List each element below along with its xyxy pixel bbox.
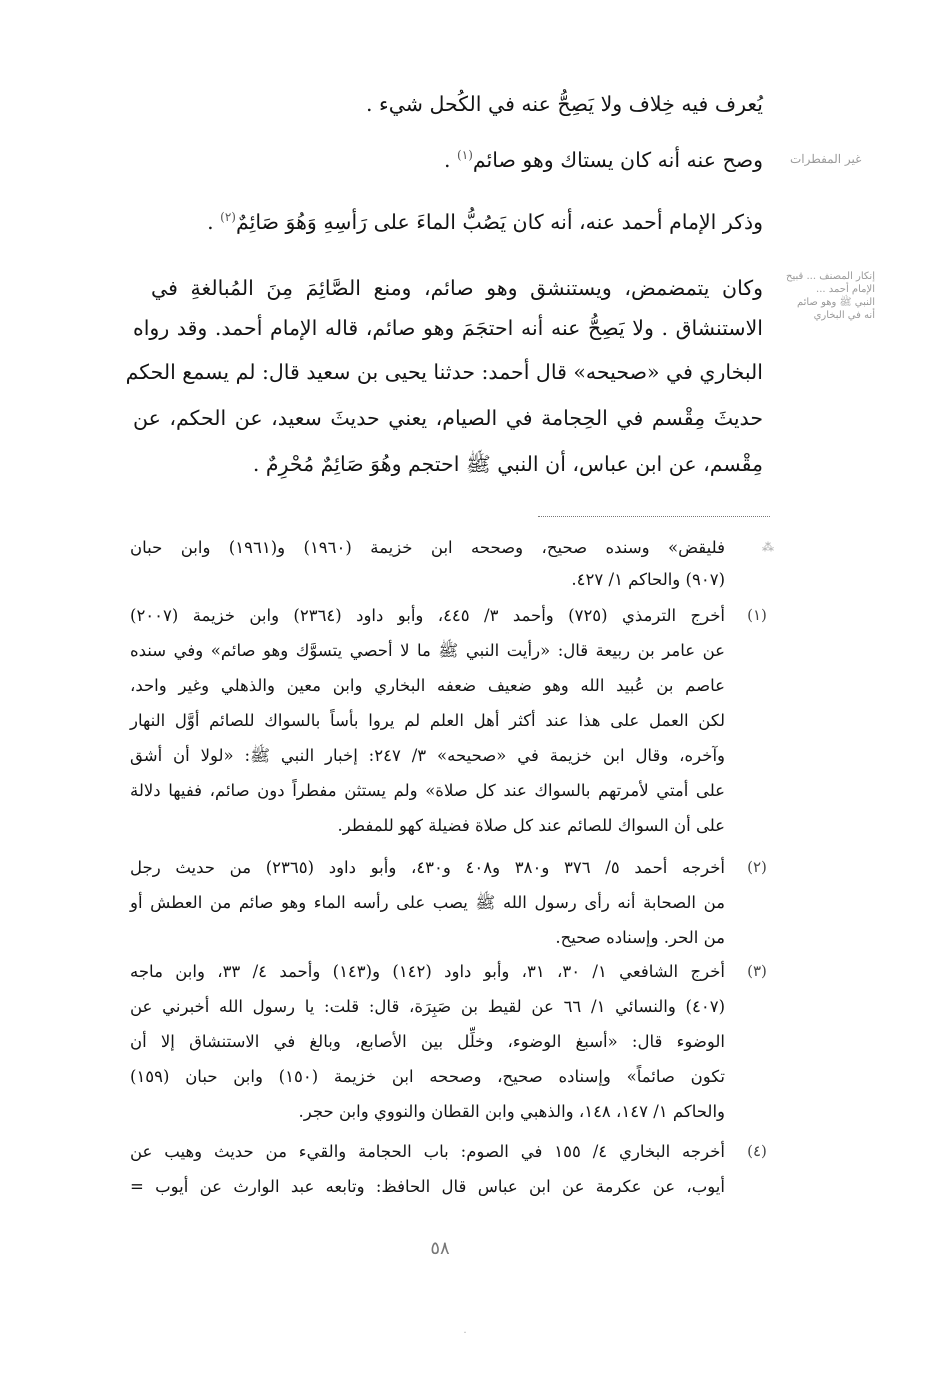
footnote-2-line: من الحر. وإسناده صحيح. bbox=[555, 928, 725, 947]
footnote-2-line: أخرجه أحمد ٥/ ٣٧٦ و٣٨٠ و٤٠٨ و٤٣٠، وأبو داود (٢٣٦٥) من حديث رجل bbox=[130, 858, 725, 877]
main-text-line-2: وصح عنه أنه كان يستاك وهو صائم$^{(١)}$ . bbox=[444, 148, 763, 172]
footnote-continued-line: (٩٠٧) والحاكم ١/ ٤٢٧. bbox=[571, 570, 725, 589]
footnote-4-line: أخرجه البخاري ٤/ ١٥٥ في الصوم: باب الحجامة والقيء من حديث وهيب عن bbox=[130, 1142, 725, 1161]
main-text-line-7: حديثَ مِقْسم في الحِجامة في الصيام، يعني حديثَ سعيد، عن الحكم، عن bbox=[133, 406, 763, 430]
footnote-3-line: الوضوء قال: «أسبغ الوضوء، وخلِّل بين الأصابع، وبالغ في الاستنشاق إلا أن bbox=[130, 1032, 725, 1051]
footnote-continued-line: فليقض» وسنده صحيح، وصححه ابن خزيمة (١٩٦٠) و(١٩٦١) وابن حبان bbox=[130, 538, 725, 557]
main-text-span: وصح عنه أنه كان يستاك وهو صائم bbox=[472, 148, 763, 172]
footnote-number-1: (١) bbox=[747, 606, 767, 624]
margin-note-2-line: إنكار المصنف ... قبيح bbox=[786, 271, 875, 282]
footnote-3-line: والحاكم ١/ ١٤٧، ١٤٨، والذهبي وابن القطان والنووي وابن حجر. bbox=[298, 1102, 725, 1121]
main-text-line-4: وكان يتمضمض، ويستنشق وهو صائم، ومنع الصَّائِمَ مِنَ المُبالغةِ في bbox=[151, 276, 763, 300]
scan-speck: ˙ bbox=[462, 1330, 468, 1344]
margin-note-2 bbox=[780, 270, 875, 322]
footnote-1-line: أخرج الترمذي (٧٢٥) وأحمد ٣/ ٤٤٥، وأبو داود (٢٣٦٤) وابن خزيمة (٢٠٠٧) bbox=[130, 606, 725, 625]
main-text-line-8: مِقْسم، عن ابن عباس، أن النبي ﷺ احتجم وهُوَ صَائِمٌ مُحْرِمٌ . bbox=[252, 452, 763, 476]
footnote-1-line: وآخره، وقال ابن خزيمة في «صحيحه» ٣/ ٢٤٧: إخبار النبي ﷺ: «لولا أن أشق bbox=[130, 746, 725, 765]
main-text-span: وذكر الإمام أحمد عنه، أنه كان يَصُبُّ الماءَ على رَأسِهِ وَهُوَ صَائِمٌ bbox=[235, 210, 763, 234]
page-number: ٥٨ bbox=[430, 1238, 450, 1259]
footnote-2-line: من الصحابة أنه رأى رسول الله ﷺ يصب على رأسه الماء وهو صائم من العطش أو bbox=[130, 893, 725, 912]
footnote-1-line: عن عامر بن ربيعة قال: «رأيت النبي ﷺ ما لا أحصي يتسوَّك وهو صائم» وفي سنده bbox=[130, 641, 725, 660]
footnote-3-line: تكون صائماً» وإسناده صحيح، وصححه ابن خزيمة (١٥٠) وابن حبان (١٥٩) bbox=[130, 1067, 725, 1086]
footnote-number-3: (٣) bbox=[747, 962, 767, 980]
margin-note-2-line: الإمام أحمد ... bbox=[816, 284, 875, 295]
main-text-line-3: وذكر الإمام أحمد عنه، أنه كان يَصُبُّ الماءَ على رَأسِهِ وَهُوَ صَائِمٌ$^{(٢)}$ . bbox=[207, 210, 763, 234]
footnote-4-line: أيوب، عن عكرمة عن ابن عباس قال الحافظ: وتابعه عبد الوارث عن أيوب = bbox=[130, 1177, 725, 1196]
margin-note-2-line: النبي ﷺ وهو صائم bbox=[796, 297, 875, 308]
footnote-3-line: أخرج الشافعي ١/ ٣٠، ٣١، وأبو داود (١٤٢) و(١٤٣) وأحمد ٤/ ٣٣، وابن ماجه bbox=[130, 962, 725, 981]
footnote-ref-2: (٢) bbox=[220, 210, 236, 225]
footnote-ref-1: (١) bbox=[457, 148, 473, 163]
footnote-3-line: (٤٠٧) والنسائي ١/ ٦٦ عن لقيط بن صَبِرَة، قال: قلت: يا رسول الله أخبرني عن bbox=[130, 997, 726, 1016]
main-text-line-1: يُعرف فيه خِلاف ولا يَصِحُّ عنه في الكُحل شيء . bbox=[366, 92, 763, 116]
main-text-line-5: الاستنشاق . ولا يَصِحُّ عنه أنه احتجَمَ وهو صائم، قاله الإمام أحمد. وقد رواه bbox=[133, 316, 763, 340]
margin-note-2-line: أنه في البخاري bbox=[813, 310, 875, 321]
main-text-line-6: البخاري في «صحيحه» قال أحمد: حدثنا يحيى بن سعيد قال: لم يسمع الحكم bbox=[125, 360, 763, 384]
footnote-1-line: على أمتي لأمرتهم بالسواك عند كل صلاة» ولم يستثن مفطراً دون صائم، ففيها دلالة bbox=[130, 781, 725, 800]
scan-speck: ⁂ bbox=[762, 540, 774, 554]
footnote-number-2: (٢) bbox=[747, 858, 767, 876]
footnote-1-line: عاصم بن عُبيد الله وهو ضعيف ضعفه البخاري وابن معين والذهلي وغير واحد، bbox=[130, 676, 725, 695]
margin-note-1: غير المفطرات bbox=[790, 152, 862, 166]
footnote-number-4: (٤) bbox=[747, 1142, 767, 1160]
footnote-1-line: لكن العمل على هذا عند أكثر أهل العلم لم يروا بأساً بالسواك للصائم أوَّل النهار bbox=[130, 711, 725, 730]
footnote-separator bbox=[538, 516, 770, 517]
footnote-1-line: على أن السواك للصائم عند كل صلاة فضيلة كهو للمفطر. bbox=[337, 816, 725, 835]
